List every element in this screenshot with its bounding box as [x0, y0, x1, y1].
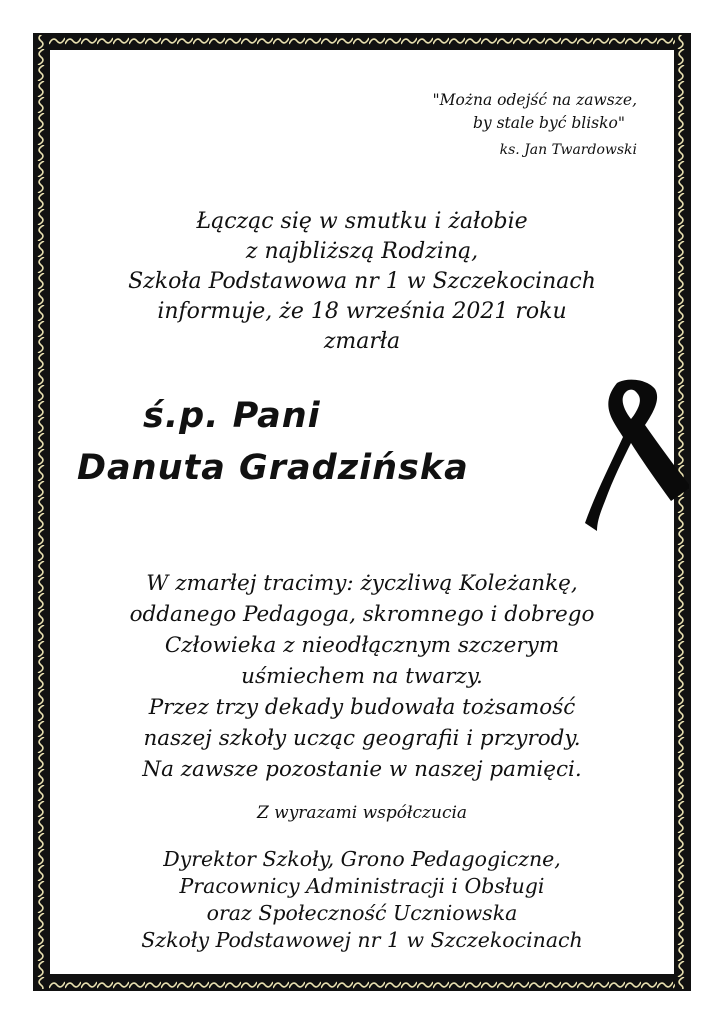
intro-line-4: informuje, że 18 września 2021 roku [157, 299, 567, 324]
signatory-line-2: Pracownicy Administracji i Obsługi [179, 874, 545, 898]
tribute-line-1: W zmarłej tracimy: życzliwą Koleżankę, [146, 571, 578, 596]
tribute-line-7: Na zawsze pozostanie w naszej pamięci. [142, 757, 582, 782]
intro-line-2: z najbliższą Rodziną, [245, 239, 479, 264]
tribute-line-6: naszej szkoły ucząc geografii i przyrody. [143, 726, 581, 751]
deceased-name: Danuta Gradzińska [77, 448, 469, 488]
signatory-line-1: Dyrektor Szkoły, Grono Pedagogiczne, [163, 847, 561, 871]
tribute-line-4: uśmiechem na twarzy. [241, 664, 483, 689]
ornamental-border [33, 33, 691, 991]
signatory-line-4: Szkoły Podstawowej nr 1 w Szczekocinach [141, 928, 583, 952]
tribute-line-2: oddanego Pedagoga, skromnego i dobrego [129, 602, 595, 627]
tribute-line-3: Człowieka z nieodłącznym szczerym [164, 633, 560, 658]
signatory-line-3: oraz Społeczność Uczniowska [206, 901, 518, 925]
deceased-title: ś.p. Pani [143, 396, 321, 436]
intro-line-1: Łącząc się w smutku i żałobie [196, 209, 528, 234]
condolence-text: Z wyrazami współczucia [256, 803, 468, 823]
quote-line-2: by stale być blisko" [472, 114, 625, 132]
intro-line-5: zmarła [323, 329, 401, 354]
quote-author: ks. Jan Twardowski [499, 142, 637, 158]
tribute-line-5: Przez trzy dekady budowała tożsamość [148, 695, 576, 720]
quote-line-1: "Można odejść na zawsze, [432, 91, 637, 109]
intro-line-3: Szkoła Podstawowa nr 1 w Szczekocinach [128, 269, 596, 294]
